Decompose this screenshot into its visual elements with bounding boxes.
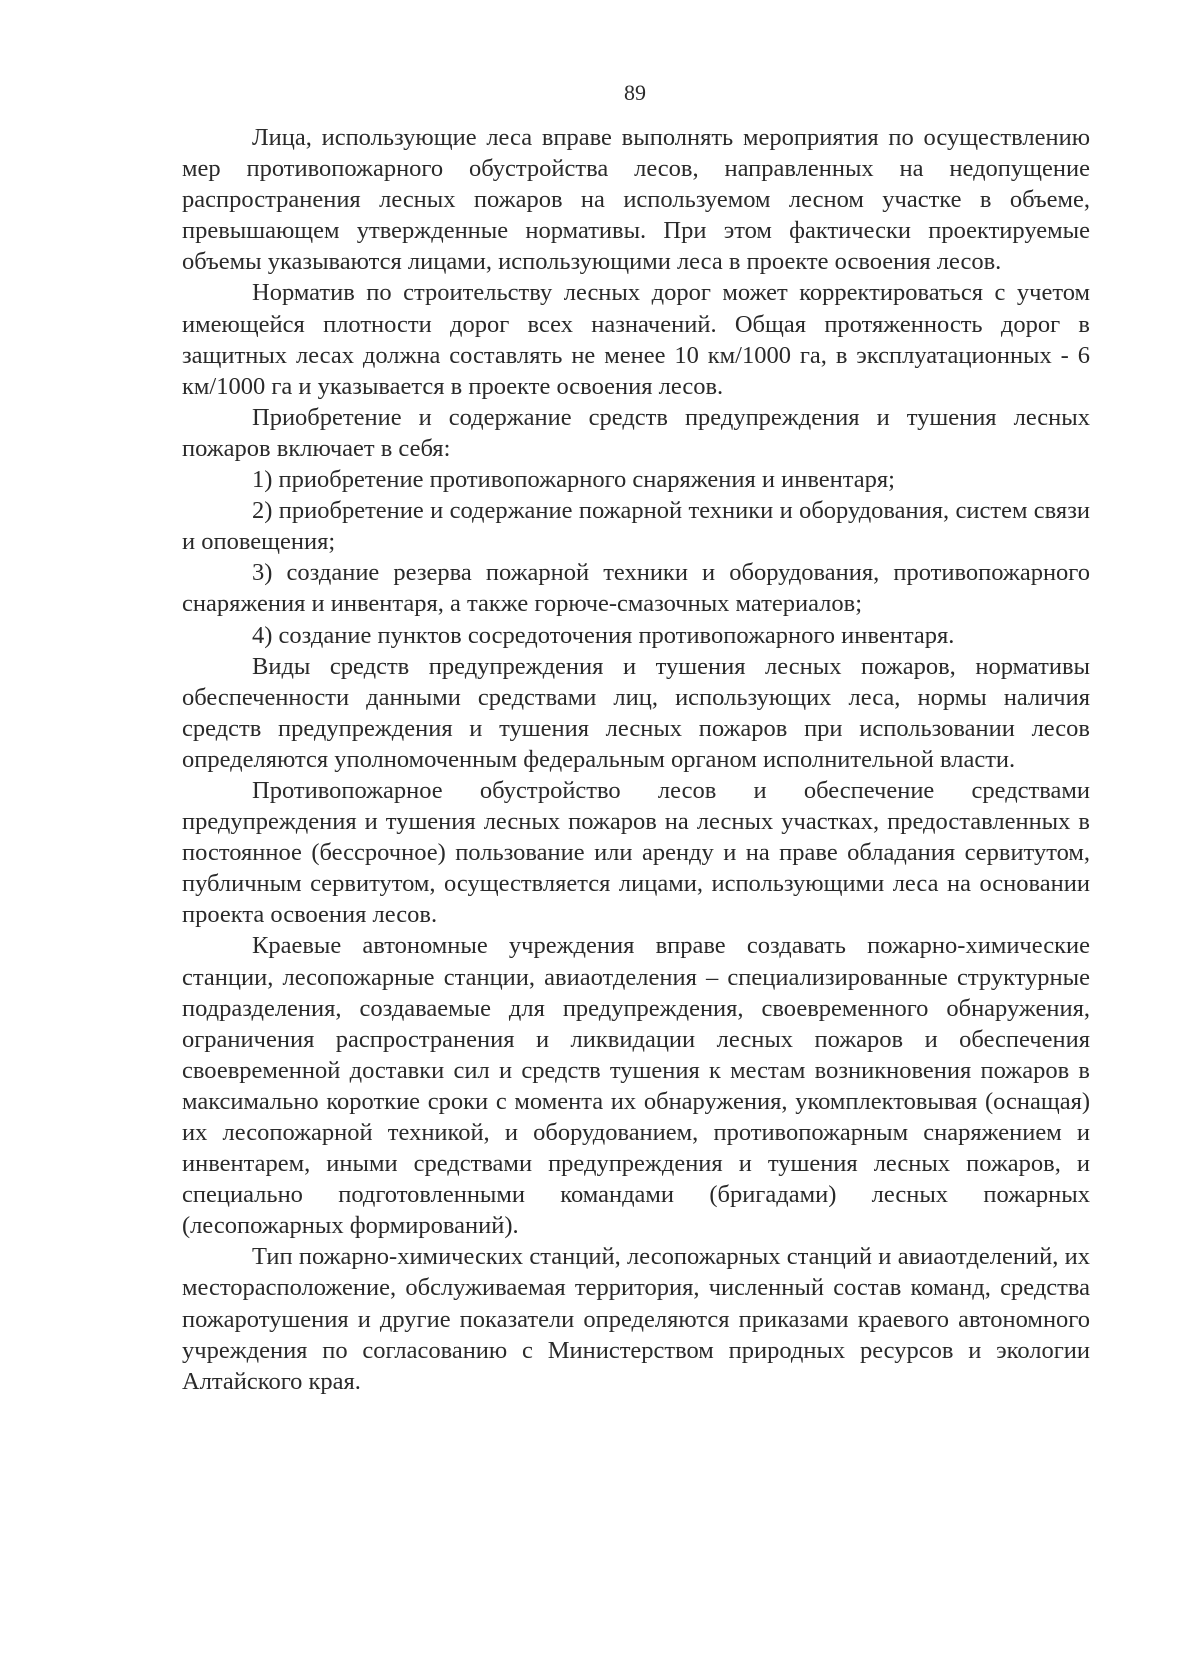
paragraph-station-types: Тип пожарно-химических станций, лесопожарных станций и авиаотделений, их месторасположение, обслуживаемая территория, численный состав команд, средства пожаротушения и другие показатели определяются приказами краевого автономного учреждения по согласованию с Министерством природных ресурсов и экологии Алтайского края. xyxy=(182,1243,1090,1395)
paragraph-forest-roads: Норматив по строительству лесных дорог может корректироваться с учетом имеющейся плотности дорог всех назначений. Общая протяженность дорог в защитных лесах должна составлять не менее 10 км/1000 га, в эксплуатационных - 6 км/1000 га и указывается в проекте освоения лесов. xyxy=(182,279,1090,400)
paragraph-equipment-intro: Приобретение и содержание средств предупреждения и тушения лесных пожаров включает в себя: xyxy=(182,403,1090,462)
list-item-2: 2) приобретение и содержание пожарной техники и оборудования, систем связи и оповещения; xyxy=(182,497,1090,556)
document-body xyxy=(182,122,1090,1397)
page-number: 89 xyxy=(624,80,646,105)
paragraph-users-fire-measures: Лица, использующие леса вправе выполнять мероприятия по осуществлению мер противопожарного обустройства лесов, направленных на недопущение распространения лесных пожаров на используемом лесном участке в объеме, превышающем утвержденные нормативы. При этом фактически проектируемые объемы указываются лицами, использующими леса в проекте освоения лесов. xyxy=(182,124,1090,276)
list-item-3: 3) создание резерва пожарной техники и оборудования, противопожарного снаряжения и инвентаря, а также горюче-смазочных материалов; xyxy=(182,559,1090,618)
paragraph-means-types: Виды средств предупреждения и тушения лесных пожаров, нормативы обеспеченности данными средствами лиц, использующих леса, нормы наличия средств предупреждения и тушения лесных пожаров при использовании лесов определяются уполномоченным федеральным органом исполнительной власти. xyxy=(182,652,1090,773)
paragraph-regional-institutions: Краевые автономные учреждения вправе создавать пожарно-химические станции, лесопожарные станции, авиаотделения – специализированные структурные подразделения, создаваемые для предупреждения, своевременного обнаружения, ограничения распространения и ликвидации лесных пожаров и обеспечения своевременной доставки сил и средств тушения к местам возникновения пожаров в максимально короткие сроки с момента их обнаружения, укомплектовывая (оснащая) их лесопожарной техникой, и оборудованием, противопожарным снаряжением и инвентарем, иными средствами предупреждения и тушения лесных пожаров, и специально подготовленными командами (бригадами) лесных пожарных (лесопожарных формирований). xyxy=(182,932,1090,1240)
list-item-4: 4) создание пунктов сосредоточения противопожарного инвентаря. xyxy=(252,621,955,649)
list-item-1: 1) приобретение противопожарного снаряжения и инвентаря; xyxy=(252,466,895,494)
paragraph-fire-arrangement: Противопожарное обустройство лесов и обеспечение средствами предупреждения и тушения лесных пожаров на лесных участках, предоставленных в постоянное (бессрочное) пользование или аренду и на праве обладания сервитутом, публичным сервитутом, осуществляется лицами, использующими леса на основании проекта освоения лесов. xyxy=(182,776,1090,929)
